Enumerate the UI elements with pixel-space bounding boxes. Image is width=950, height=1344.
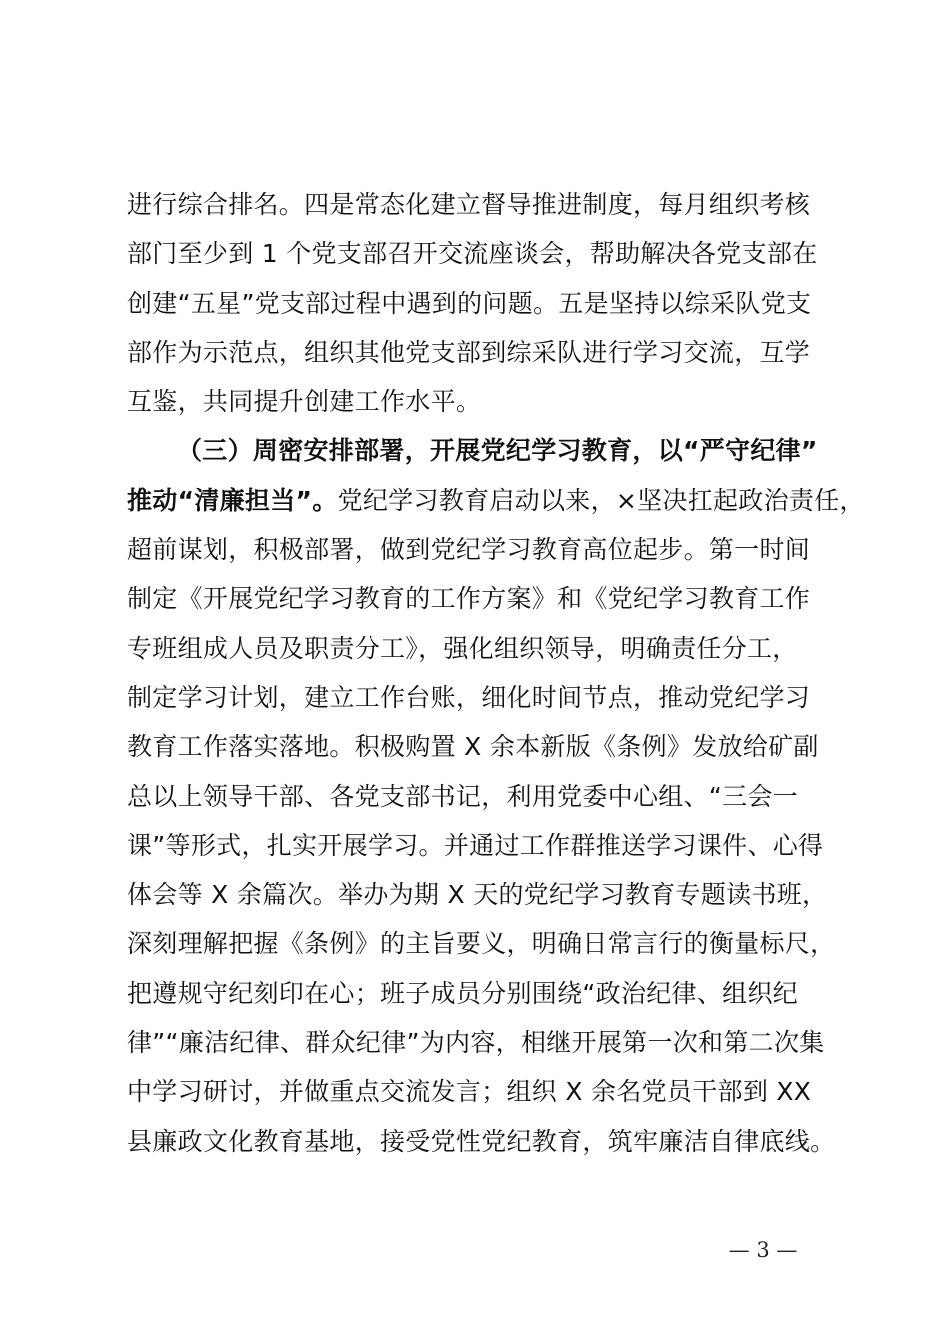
text-line: 互鉴，共同提升创建工作水平。	[127, 387, 482, 417]
text-line: 部门至少到 1 个党支部召开交流座谈会，帮助解决各党支部在	[127, 239, 818, 269]
paragraph-2	[127, 426, 865, 1165]
text-line: 总以上领导干部、各党支部书记，利用党委中心组、“三会一	[127, 781, 799, 811]
section-heading: （三）周密安排部署，开展党纪学习教育，以“严守纪律”	[177, 436, 818, 466]
section-heading-continued: 推动“清廉担当”。	[127, 485, 338, 515]
text-line: 部作为示范点，组织其他党支部到综采队进行学习交流，互学	[127, 337, 811, 367]
text-run: 党纪学习教育启动以来，×坚决扛起政治责任，	[337, 485, 865, 515]
text-line: 体会等 X 余篇次。举办为期 X 天的党纪学习教育专题读书班，	[127, 880, 828, 910]
paragraph-1	[127, 180, 857, 426]
text-line: 创建“五星”党支部过程中遇到的问题。五是坚持以综采队党支	[127, 288, 812, 318]
text-line: 律”“廉洁纪律、群众纪律”为内容，相继开展第一次和第二次集	[127, 1028, 825, 1058]
text-line: 超前谋划，积极部署，做到党纪学习教育高位起步。第一时间	[127, 535, 811, 565]
page-number: — 3 —	[728, 1238, 798, 1262]
text-line: 县廉政文化教育基地，接受党性党纪教育，筑牢廉洁自律底线。	[127, 1126, 836, 1156]
text-line: 制定学习计划，建立工作台账，细化时间节点，推动党纪学习	[127, 682, 811, 712]
text-line: 中学习研讨，并做重点交流发言；组织 X 余名党员干部到 XX	[127, 1077, 812, 1107]
text-line: 进行综合排名。四是常态化建立督导推进制度，每月组织考核	[127, 190, 811, 219]
text-line: 课”等形式，扎实开展学习。并通过工作群推送学习课件、心得	[127, 830, 824, 860]
text-line: 教育工作落实落地。积极购置 X 余本新版《条例》发放给矿副	[127, 732, 819, 762]
text-line: 把遵规守纪刻印在心；班子成员分别围绕“政治纪律、组织纪	[127, 978, 799, 1008]
text-line: 专班组成人员及职责分工》，强化组织领导，明确责任分工，	[127, 633, 798, 663]
text-line: 制定《开展党纪学习教育的工作方案》和《党纪学习教育工作	[127, 584, 811, 614]
body-text	[127, 180, 865, 1166]
text-line	[127, 476, 865, 525]
text-line: 深刻理解把握《条例》的主旨要义，明确日常言行的衡量标尺，	[127, 929, 836, 959]
